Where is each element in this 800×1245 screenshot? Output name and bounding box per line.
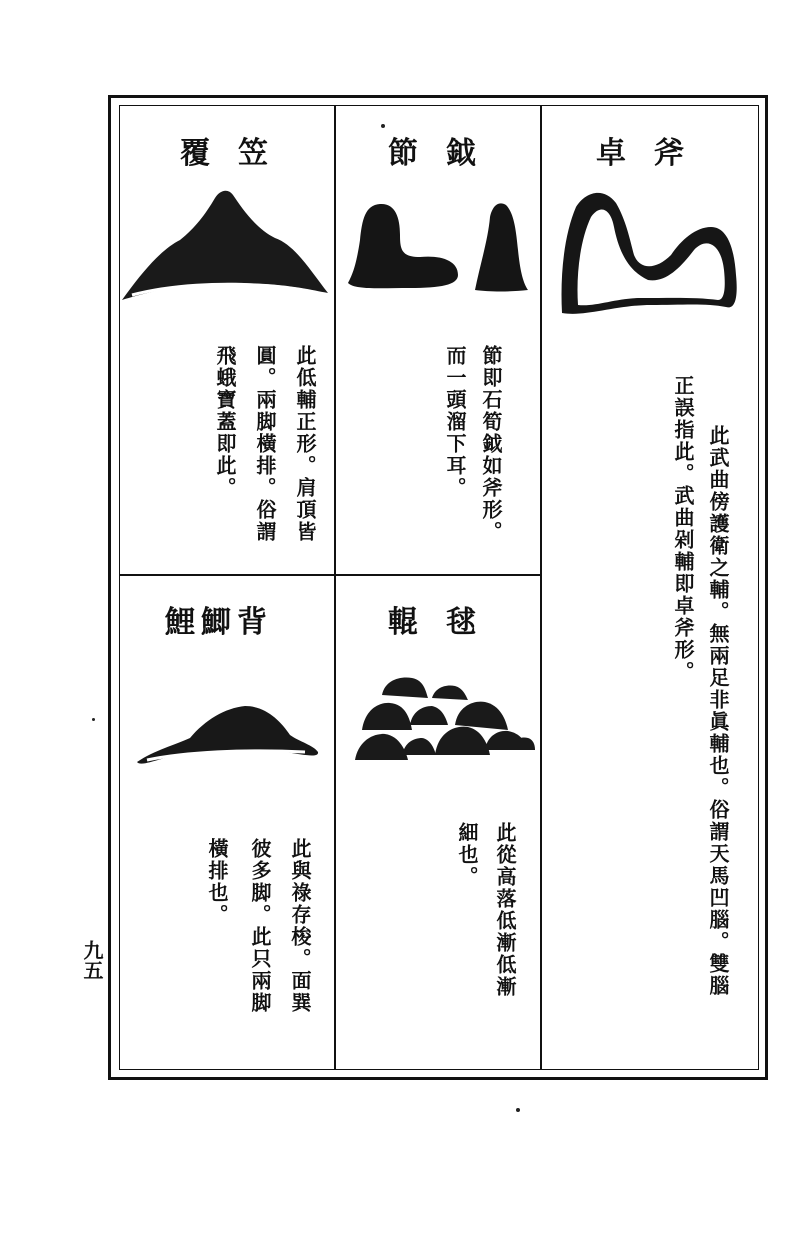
- gun-qiu-mountain-figure: [350, 670, 535, 770]
- text-col-fu-li-1: 此低輔正形。肩頂皆: [293, 345, 317, 543]
- fu-li-mountain-figure: [120, 180, 330, 310]
- text-col-li-ji-bei-1: 此與祿存梭。面巽: [288, 838, 312, 1014]
- text-col-zhuo-fu-1: 此武曲傍護衛之輔。無兩足非眞輔也。俗謂天馬凹腦。雙腦: [706, 425, 730, 997]
- divider-right: [540, 106, 542, 1069]
- panel-title-gun-qiu: 輥毬: [388, 605, 504, 640]
- text-col-li-ji-bei-2: 彼多脚。此只兩脚: [248, 838, 272, 1014]
- text-col-zhuo-fu-2: 正誤指此。武曲剁輔即卓斧形。: [671, 375, 695, 683]
- li-ji-bei-mountain-figure: [135, 700, 320, 775]
- page-number: 九五: [80, 940, 104, 980]
- text-col-gun-qiu-2: 細也。: [455, 822, 479, 888]
- panel-title-fu-li: 覆笠: [180, 136, 296, 171]
- print-speck: [92, 718, 95, 721]
- panel-title-jie-yue: 節鉞: [388, 136, 504, 171]
- text-col-gun-qiu-1: 此從高落低漸低漸: [493, 822, 517, 998]
- jie-yue-mountain-figure: [340, 195, 535, 300]
- panel-title-li-ji-bei: 鯉鯽背: [165, 605, 273, 640]
- text-col-li-ji-bei-3: 橫排也。: [205, 838, 229, 926]
- text-col-jie-yue-2: 而一頭溜下耳。: [443, 345, 467, 499]
- zhuo-fu-mountain-figure: [556, 185, 741, 320]
- divider-middle: [120, 574, 540, 576]
- text-col-fu-li-3: 飛蛾寶蓋即此。: [213, 345, 237, 499]
- text-col-jie-yue-1: 節即石筍鉞如斧形。: [479, 345, 503, 543]
- print-speck: [516, 1108, 520, 1112]
- divider-left: [334, 106, 336, 1069]
- panel-title-zhuo-fu: 卓斧: [596, 136, 712, 171]
- text-col-fu-li-2: 圓。兩脚橫排。俗謂: [253, 345, 277, 543]
- print-speck: [381, 124, 385, 128]
